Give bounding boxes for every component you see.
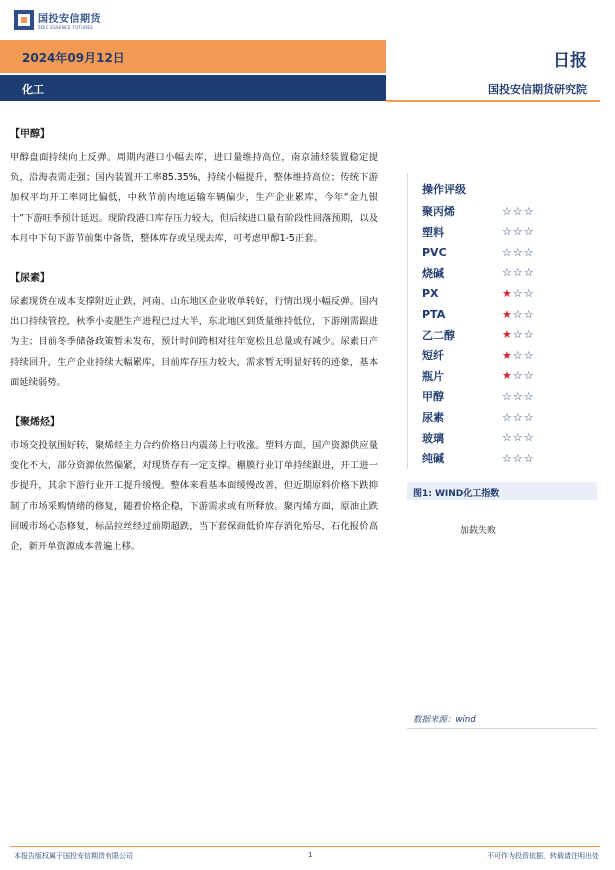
date-banner [0, 40, 386, 73]
section-title: 【甲醇】 [10, 129, 50, 140]
report-type: 日报 [553, 51, 587, 71]
star-empty-icon: ☆ [512, 286, 523, 300]
rating-product-name: PTA [422, 307, 446, 321]
star-empty-icon: ☆ [523, 348, 534, 362]
section-methanol [10, 125, 378, 249]
star-empty-icon: ☆ [523, 389, 534, 403]
rating-row [422, 242, 582, 262]
star-empty-icon: ☆ [502, 266, 512, 280]
star-rating [502, 226, 534, 237]
star-empty-icon: ☆ [512, 225, 523, 239]
section-name: 化工 [22, 83, 44, 96]
figure-load-status: 加载失败 [460, 526, 497, 536]
section-polyolefin [10, 413, 378, 557]
source-divider [407, 728, 597, 729]
star-empty-icon: ☆ [502, 225, 512, 239]
star-rating [502, 247, 534, 258]
section-banner [0, 75, 386, 101]
header-divider [386, 100, 600, 102]
rating-product-name: 短纤 [422, 349, 444, 363]
footer-disclaimer: 不可作为投资依据，转载请注明出处 [487, 852, 599, 860]
star-filled-icon: ★ [502, 307, 512, 321]
rating-product-name: PVC [422, 245, 447, 259]
rating-product-name: 塑料 [422, 225, 444, 239]
rating-panel [407, 173, 597, 469]
rating-row [422, 407, 582, 427]
section-title: 【聚烯烃】 [10, 417, 60, 429]
star-empty-icon: ☆ [523, 328, 534, 342]
logo-name-cn: 国投安信期货 [38, 14, 101, 25]
logo-name-en: SDIC ESSENCE FUTURES [38, 25, 94, 30]
rating-row [422, 345, 582, 365]
star-empty-icon: ☆ [512, 328, 523, 342]
star-empty-icon: ☆ [523, 204, 534, 218]
data-source: 数据来源：wind [413, 715, 476, 725]
rating-row [422, 283, 582, 303]
rating-product-name: 甲醇 [422, 390, 444, 404]
institute-name: 国投安信期货研究院 [488, 83, 587, 96]
star-filled-icon: ★ [502, 348, 512, 362]
star-rating [502, 329, 534, 340]
rating-product-name: 烧碱 [422, 266, 444, 280]
rating-row [422, 263, 582, 283]
star-empty-icon: ☆ [512, 369, 523, 383]
star-empty-icon: ☆ [512, 348, 523, 362]
figure-caption-bar [407, 482, 597, 500]
star-empty-icon: ☆ [523, 451, 534, 465]
rating-product-name: 聚丙烯 [422, 205, 455, 218]
rating-product-name: 瓶片 [422, 369, 444, 383]
rating-row [422, 448, 582, 468]
star-rating [502, 412, 534, 423]
star-empty-icon: ☆ [512, 245, 523, 259]
logo-icon [14, 10, 34, 30]
star-empty-icon: ☆ [502, 245, 512, 259]
rating-product-name: 纯碱 [422, 452, 444, 466]
star-empty-icon: ☆ [502, 410, 512, 424]
star-empty-icon: ☆ [523, 286, 534, 300]
star-empty-icon: ☆ [523, 245, 534, 259]
star-empty-icon: ☆ [512, 410, 523, 424]
star-rating [502, 370, 534, 381]
star-rating [502, 206, 534, 217]
star-empty-icon: ☆ [512, 307, 523, 321]
star-rating [502, 309, 534, 320]
section-body: 尿素现货在成本支撑附近止跌，河南、山东地区企业收单转好，行情出现小幅反弹。国内出口持续管控，秋季小麦肥生产进程已过大半，东北地区到货量维持低位，下游刚需跟进为主；目前冬季储备政策暂未发布，预计时间跨相对往年宽松且总量或有减少。尿素日产持续回升，生产企业持续大幅累库，目前库存压力较大，需求暂无明显好转的迹象，基本面延续弱势。 [10, 296, 378, 388]
footer-copyright: 本报告版权属于国投安信期货有限公司 [14, 852, 133, 860]
rating-product-name: PX [422, 286, 439, 300]
section-title: 【尿素】 [10, 273, 50, 285]
report-date: 2024年09月12日 [22, 51, 125, 65]
star-empty-icon: ☆ [523, 307, 534, 321]
company-logo [14, 10, 101, 30]
rating-row [422, 428, 582, 448]
star-empty-icon: ☆ [502, 204, 512, 218]
star-filled-icon: ★ [502, 369, 512, 383]
commentary-column [10, 125, 378, 577]
star-empty-icon: ☆ [523, 225, 534, 239]
rating-row [422, 325, 582, 345]
star-rating [502, 453, 534, 464]
star-empty-icon: ☆ [512, 204, 523, 218]
star-rating [502, 288, 534, 299]
star-empty-icon: ☆ [523, 266, 534, 280]
rating-product-name: 尿素 [422, 411, 444, 424]
page-number: 1 [308, 851, 313, 859]
star-empty-icon: ☆ [512, 431, 523, 445]
star-rating [502, 350, 534, 361]
section-urea [10, 269, 378, 393]
section-body: 甲醇盘面持续向上反弹。周期内港口小幅去库，进口量维持高位，南京浦烃装置稳定提负，沿海表需走强；国内装置开工率85.35%，持续小幅提升，整体维持高位；传统下游加权平均开工率同比偏低，中秋节前内地运输车辆偏少，生产企业累库，今年“金九银十”下游旺季预计延迟。现阶段港口库存压力较大，但后续进口量有阶段性回落预期，以及本月中下旬下游节前集中备货，整体库存或呈现去库，可考虑甲醇1-5正套。 [10, 152, 378, 244]
figure-caption: 图1: WIND化工指数 [413, 489, 500, 499]
star-empty-icon: ☆ [523, 431, 534, 445]
star-filled-icon: ★ [502, 286, 512, 300]
star-rating [502, 432, 534, 443]
star-empty-icon: ☆ [523, 369, 534, 383]
star-rating [502, 391, 534, 402]
star-empty-icon: ☆ [502, 389, 512, 403]
rating-row [422, 386, 582, 406]
rating-row [422, 222, 582, 242]
star-empty-icon: ☆ [512, 266, 523, 280]
rating-row [422, 304, 582, 324]
footer-divider [10, 846, 600, 847]
rating-row [422, 366, 582, 386]
section-body: 市场交投氛围好转，聚烯烃主力合约价格日内震荡上行收涨。塑料方面，国产资源供应量变化不大，部分资源依然偏紧，对现货存有一定支撑。棚膜行业订单持续跟进，开工进一步提升，其余下游行业开工提升缓慢。整体来看基本面缓慢改善，但近期原料价格下跌抑制了市场采购情绪的修复，随着价格企稳，下游需求或有所释放。聚丙烯方面，原油止跌回暖市场心态修复，标品拉丝经过前期超跌，当下套保商低价库存消化殆尽，石化报价高企，新开单资源成本普遍上移。 [10, 440, 378, 553]
star-rating [502, 267, 534, 278]
rating-product-name: 乙二醇 [422, 328, 455, 342]
star-empty-icon: ☆ [502, 451, 512, 465]
rating-product-name: 玻璃 [422, 431, 444, 445]
star-empty-icon: ☆ [512, 389, 523, 403]
star-empty-icon: ☆ [512, 451, 523, 465]
star-empty-icon: ☆ [502, 431, 512, 445]
star-empty-icon: ☆ [523, 410, 534, 424]
rating-title: 操作评级 [422, 183, 466, 196]
rating-row [422, 201, 582, 221]
star-filled-icon: ★ [502, 328, 512, 342]
